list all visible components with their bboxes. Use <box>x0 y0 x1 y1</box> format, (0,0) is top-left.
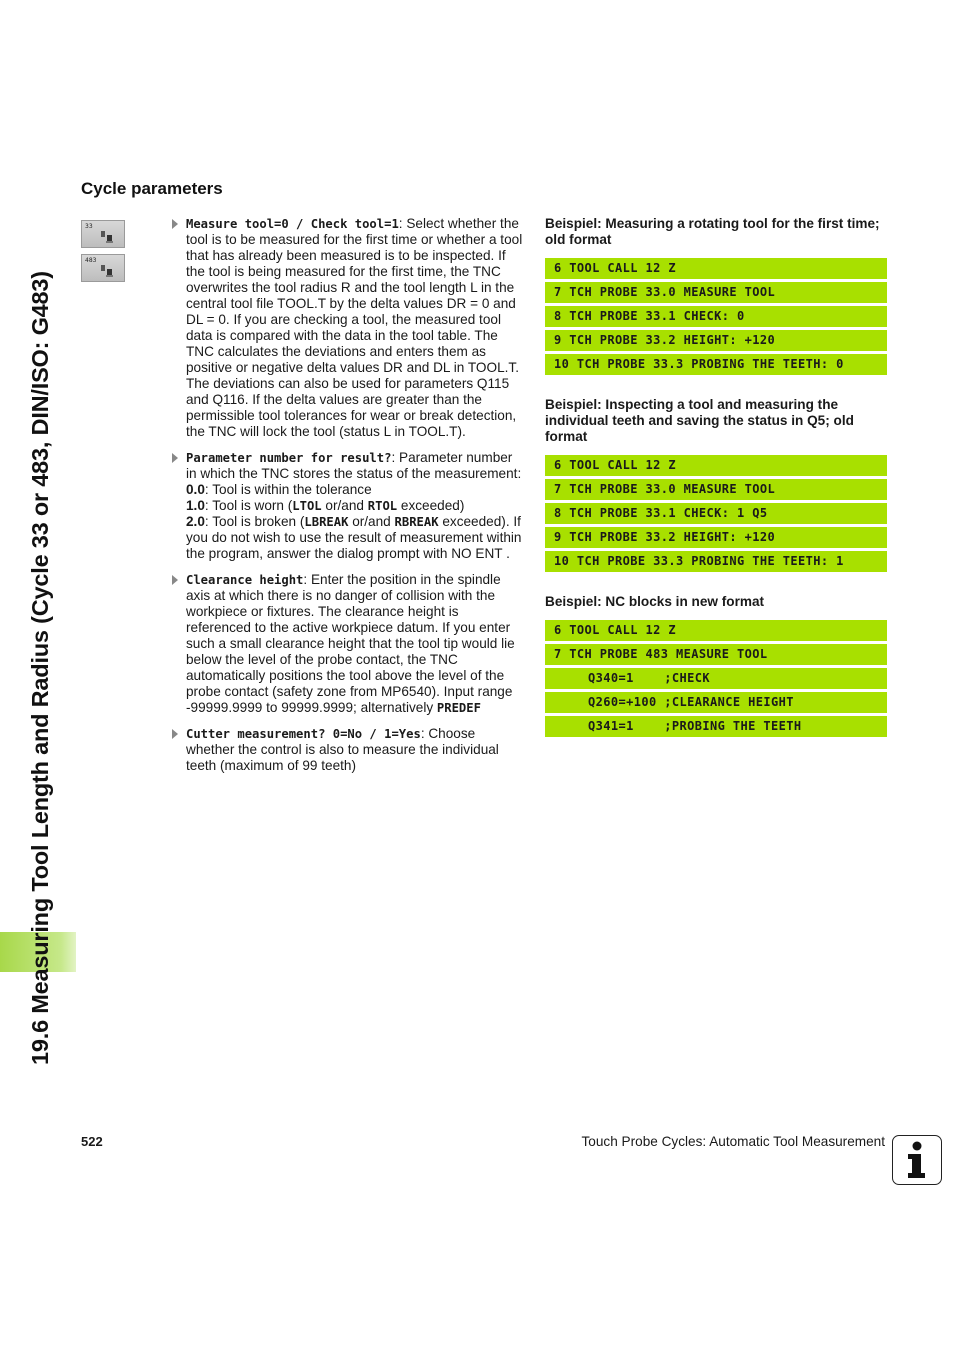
chapter-side-title: 19.6 Measuring Tool Length and Radius (Cycle 33 or 483, DIN/ISO: G483) <box>27 271 53 1065</box>
code-line: 9 TCH PROBE 33.2 HEIGHT: +120 <box>545 527 887 548</box>
cycle-33-icon-label: 33 <box>85 223 93 230</box>
parameter-list <box>171 216 523 784</box>
status-value: 1.0 <box>186 498 205 513</box>
param-description: : Choose whether the control is also to measure the individual teeth (maximum of 99 teeth) <box>186 726 499 773</box>
code-line: 6 TOOL CALL 12 Z <box>545 455 887 476</box>
param-description: : Parameter number in which the TNC stores the status of the measurement: <box>186 450 522 481</box>
code-line: 7 TCH PROBE 33.0 MEASURE TOOL <box>545 479 887 500</box>
info-glyph-icon <box>893 1136 940 1183</box>
param-name: Measure tool=0 / Check tool=1 <box>186 217 399 231</box>
example-block <box>545 594 887 737</box>
param-description: : Enter the position in the spindle axis at which there is no danger of collision with the workpiece or fixtures. The clearance height is referenced to the active workpiece datum. If you enter such a small clearance height that the tool tip would lie below the level of the probe contact, the TNC automatically positions the tool above the level of the probe contact (safety zone from MP6540). Input range -99999.9999 to 99999.9999; alternatively <box>186 572 515 715</box>
status-text: or/and <box>321 498 368 513</box>
probe-glyph-icon <box>100 264 114 278</box>
status-text: exceeded) <box>397 498 465 513</box>
code-line: 7 TCH PROBE 33.0 MEASURE TOOL <box>545 282 887 303</box>
param-cutter-measurement <box>171 726 523 774</box>
code-line: 8 TCH PROBE 33.1 CHECK: 1 Q5 <box>545 503 887 524</box>
footer-chapter-title: Touch Probe Cycles: Automatic Tool Measurement <box>581 1134 885 1149</box>
bullet-arrow-icon <box>172 729 178 739</box>
code-line: Q340=1 ;CHECK <box>545 668 887 689</box>
example-title: Beispiel: Inspecting a tool and measuring the individual teeth and saving the status in Q5; old format <box>545 397 854 444</box>
code-listing <box>545 258 887 375</box>
cycle-33-icon <box>81 220 125 248</box>
code-listing <box>545 455 887 572</box>
param-measure-tool <box>171 216 523 440</box>
cycle-483-icon <box>81 254 125 282</box>
status-code: RTOL <box>367 499 398 513</box>
probe-glyph-icon <box>100 230 114 244</box>
example-block <box>545 216 887 375</box>
page-number: 522 <box>81 1134 103 1149</box>
example-title: Beispiel: NC blocks in new format <box>545 594 765 609</box>
code-listing <box>545 620 887 737</box>
param-code: PREDEF <box>436 701 481 715</box>
param-name: Parameter number for result? <box>186 451 392 465</box>
example-block <box>545 397 887 572</box>
section-title: Cycle parameters <box>81 179 223 198</box>
code-line: 8 TCH PROBE 33.1 CHECK: 0 <box>545 306 887 327</box>
code-line: Q341=1 ;PROBING THE TEETH <box>545 716 887 737</box>
status-value: 0.0 <box>186 482 205 497</box>
bullet-arrow-icon <box>172 575 178 585</box>
examples-column <box>545 216 887 759</box>
code-line: 6 TOOL CALL 12 Z <box>545 620 887 641</box>
param-clearance-height <box>171 572 523 716</box>
code-line: 10 TCH PROBE 33.3 PROBING THE TEETH: 0 <box>545 354 887 375</box>
bullet-arrow-icon <box>172 453 178 463</box>
param-description: : Select whether the tool is to be measured for the first time or whether a tool that has already been measured is to be inspected. If the tool is being measured for the first time, the TNC overwrites the tool radius R and the tool length L in the central tool file TOOL.T by the delta values DR = 0 and DL = 0. If you are checking a tool, the measured tool data is compared with the data in the tool table. The TNC calculates the deviations and enters them as positive or negative delta values DR and DL in TOOL.T. The deviations can also be used for parameters Q115 and Q116. If the delta values are greater than the permissible tool tolerances for wear or break detection, the TNC will lock the tool (status L in TOOL.T). <box>186 216 523 439</box>
code-line: 9 TCH PROBE 33.2 HEIGHT: +120 <box>545 330 887 351</box>
bullet-arrow-icon <box>172 219 178 229</box>
code-line: Q260=+100 ;CLEARANCE HEIGHT <box>545 692 887 713</box>
status-text: exceeded). If you do not wish to use the result of measurement within the program, answer the dialog prompt with NO ENT . <box>186 514 522 561</box>
status-code: LTOL <box>292 499 322 513</box>
status-code: RBREAK <box>394 515 439 529</box>
code-line: 10 TCH PROBE 33.3 PROBING THE TEETH: 1 <box>545 551 887 572</box>
cycle-483-icon-label: 483 <box>85 257 97 264</box>
param-result-number <box>171 450 523 562</box>
code-line: 7 TCH PROBE 483 MEASURE TOOL <box>545 644 887 665</box>
param-name: Clearance height <box>186 573 304 587</box>
example-title: Beispiel: Measuring a rotating tool for the first time; old format <box>545 216 880 247</box>
status-text: : Tool is worn ( <box>204 498 293 513</box>
info-icon <box>892 1135 942 1185</box>
param-name: Cutter measurement? 0=No / 1=Yes <box>186 727 421 741</box>
status-text: : Tool is within the tolerance <box>204 482 372 497</box>
status-text: or/and <box>348 514 395 529</box>
status-code: LBREAK <box>304 515 349 529</box>
code-line: 6 TOOL CALL 12 Z <box>545 258 887 279</box>
status-value: 2.0 <box>186 514 205 529</box>
status-text: : Tool is broken ( <box>204 514 305 529</box>
